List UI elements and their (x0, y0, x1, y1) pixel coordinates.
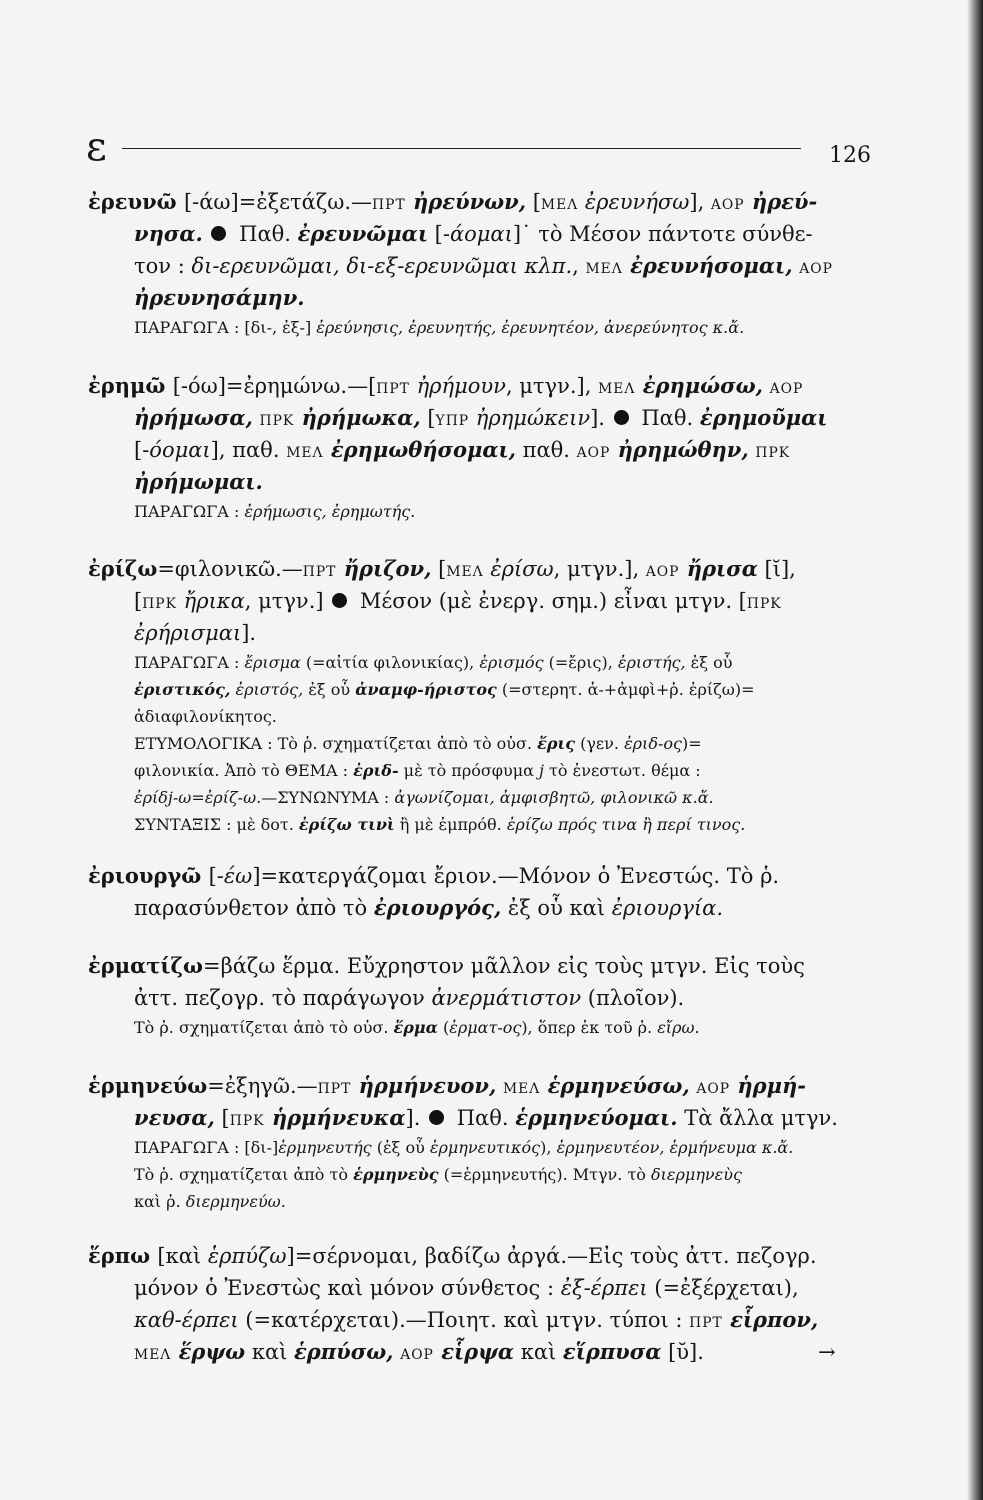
text-line (88, 649, 870, 676)
text-sc: ΜΕΛ (134, 1347, 172, 1363)
bullet-dot-icon (429, 1110, 444, 1125)
text-bi: ἐρημώσω, (635, 373, 763, 398)
text-sc: ΜΕΛ (540, 197, 579, 213)
text-bi: ἠρήμωμαι. (134, 469, 263, 494)
text-line (88, 1272, 870, 1304)
text-line (88, 757, 870, 784)
text-line (88, 553, 870, 585)
text-span: [- (427, 222, 450, 246)
text-sc: ΑΟΡ (400, 1347, 434, 1363)
text-i: ἀγωνίζομαι, ἀμφισβητῶ, φιλονικῶ κ.ἄ. (394, 788, 714, 807)
text-line (88, 860, 870, 892)
text-i: ἐρίσω (483, 557, 554, 581)
text-i: ἑρμηνευτέον, ἑρμήνευμα κ.ἄ. (556, 1138, 794, 1157)
text-span: ]=κατεργάζομαι ἔριον.—Μόνον ὁ Ἐνεστώς. Τὸ ῥ. (252, 864, 780, 888)
text-bi: εἷρψα (433, 1339, 515, 1364)
text-span: [ῐ], (757, 557, 796, 581)
text-span: [ (526, 190, 541, 214)
text-span: =ἐξηγῶ.— (207, 1074, 318, 1098)
text-span: (=στερητ. ἀ-+ἀμφὶ+ῥ. ἐρίζω)= (496, 680, 755, 699)
text-span: ΕΤΥΜΟΛΟΓΙΚΑ : Τὸ ῥ. σχηματίζεται ἀπὸ τὸ οὐσ. (134, 734, 538, 753)
text-line (88, 1336, 870, 1368)
text-bi: ἠρήμωσα, (134, 405, 253, 430)
text-i: ἑρμηνευτικός (429, 1138, 541, 1157)
text-span (203, 222, 210, 246)
text-bi: ἑρμηνεύομαι. (515, 1105, 678, 1130)
text-sc: ΥΠΡ (435, 413, 470, 429)
text-line (88, 1240, 870, 1272)
text-bi: ἕρμα (393, 1018, 438, 1037)
text-line (88, 950, 870, 982)
text-line (88, 585, 870, 617)
text-span: , (572, 254, 586, 278)
text-span: [ῠ]. (661, 1340, 704, 1364)
text-i: ἐρισμός (479, 653, 544, 672)
text-sc: ΠΡΤ (689, 1315, 723, 1331)
text-sc: ΠΡΤ (302, 564, 337, 580)
text-i: ἐρήμωσις, ἐρημωτής. (244, 502, 416, 521)
bullet-dot-icon (211, 226, 226, 241)
text-span: ἀττ. πεζογρ. τὸ παράγωγον (134, 986, 432, 1010)
text-line (88, 676, 870, 703)
text-span: παθ. (515, 438, 577, 462)
text-sc: ΑΟΡ (769, 381, 804, 397)
text-span: ἐξ οὗ (303, 680, 356, 699)
text-bi: ἡρμήνευον, (351, 1073, 497, 1098)
text-i: ἤρικα (176, 589, 245, 613)
text-b: ἑρμηνεύω (88, 1073, 208, 1098)
text-sc: ΠΡΚ (755, 445, 791, 461)
text-line (88, 1304, 870, 1336)
text-line (88, 703, 870, 730)
text-span: Παθ. (232, 222, 298, 246)
text-bi: ἠρευνησάμην. (134, 285, 305, 310)
text-bi: ἐριουργός, (373, 895, 502, 920)
text-i: ἑρπύζω (207, 1244, 287, 1268)
text-span: ], (689, 190, 711, 214)
text-span: (=ἐξέρχεται), (647, 1276, 799, 1300)
text-span: [καὶ (157, 1244, 208, 1268)
text-sc: ΜΕΛ (446, 564, 484, 580)
text-sc: ΠΡΚ (746, 596, 782, 612)
text-span: ΠΑΡΑΓΩΓΑ : (134, 653, 245, 672)
text-span: ]. (590, 406, 612, 430)
text-i: ἑρμηνευτής (278, 1138, 372, 1157)
text-line (88, 1070, 870, 1102)
text-i: ἀνερμάτιστον (431, 986, 582, 1010)
text-bi: ἑρμηνεύσω, (540, 1073, 690, 1098)
text-line (88, 250, 870, 282)
text-span: , μτγν.], (553, 557, 646, 581)
text-span: (γεν. (574, 734, 625, 753)
bullet-dot-icon (332, 593, 347, 608)
text-span: ΠΑΡΑΓΩΓΑ : [δι-, ἐξ-] (134, 318, 317, 337)
text-bi: ἠρεύνων, (405, 189, 527, 214)
text-line (88, 466, 870, 498)
text-line (88, 730, 870, 757)
text-span: (=κατέρχεται).—Ποιητ. καὶ μτγν. τύποι : (238, 1308, 690, 1332)
text-i: όομαι (149, 438, 211, 462)
text-bi: νευσα, (134, 1105, 215, 1130)
text-span: (πλοῖον). (581, 986, 685, 1010)
text-span: (=ἔρις), (543, 653, 618, 672)
text-bi: ἑρμηνεὺς (353, 1165, 439, 1184)
text-span: φιλονικία. Ἀπὸ τὸ ΘΕΜΑ : (134, 761, 354, 780)
text-i: ἐρήρισμαι (134, 621, 242, 645)
text-span: [ (420, 406, 436, 430)
text-i: ἐριδ-ος (624, 734, 682, 753)
entry-ermatizo (88, 950, 870, 1041)
text-b: ἐρημῶ (88, 373, 173, 398)
text-bi: ἐρημοῦμαι (699, 405, 828, 430)
page-header (86, 125, 871, 175)
text-span (763, 374, 770, 398)
bullet-dot-icon (614, 410, 629, 425)
text-b: ἐριουργῶ (88, 863, 209, 888)
text-span: Τὸ ῥ. σχηματίζεται ἀπὸ τὸ οὐσ. (134, 1018, 394, 1037)
text-line (88, 218, 870, 250)
text-span: , μτγν.] (244, 589, 331, 613)
text-i: ἔρισμα (244, 653, 301, 672)
entry-erimo (88, 370, 870, 525)
text-bi: ἐριστικός, (134, 680, 231, 699)
text-bi: ἠρεύ- (744, 189, 818, 214)
entry-ermineuo (88, 1070, 870, 1215)
text-span: —ΣΥΝΩΝΥΜΑ : (261, 788, 395, 807)
text-i: ἠρημώκειν (469, 406, 591, 430)
text-line (88, 1161, 870, 1188)
text-line (88, 1014, 870, 1041)
text-line (88, 370, 870, 402)
text-bi: ἠρημώθην, (610, 437, 749, 462)
text-i: ἠρήμουν (409, 374, 506, 398)
page-edge-shadow (967, 0, 983, 1500)
text-i: διερμηνεύω. (185, 1192, 286, 1211)
continue-arrow-icon: → (818, 1340, 836, 1364)
text-sc: ΠΡΚ (259, 413, 295, 429)
text-i: δι-ερευνῶμαι, δι-εξ-ερευνῶμαι κλπ. (191, 254, 573, 278)
text-bi: ἡρμή- (730, 1073, 806, 1098)
text-b: ἐρίζω (88, 556, 158, 581)
text-span: τὸ ἐνεστωτ. θέμα : (543, 761, 701, 780)
text-bi: ἤρισα (679, 556, 758, 581)
text-span: ΠΑΡΑΓΩΓΑ : [δι-] (134, 1138, 279, 1157)
text-span: ]=σέρνομαι, βαδίζω ἀργά.—Εἰς τοὺς ἀττ. πεζογρ. (286, 1244, 817, 1268)
text-line (88, 402, 870, 434)
header-rule (122, 148, 801, 149)
text-span: [- (134, 438, 150, 462)
text-sc: ΑΟΡ (799, 261, 833, 277)
text-sc: ΜΕΛ (502, 1081, 541, 1097)
text-span: (=ἑρμηνευτής). Μτγν. τὸ (438, 1165, 652, 1184)
text-i: έω (223, 864, 253, 888)
text-line (88, 282, 870, 314)
text-i: καθ-έρπει (134, 1308, 239, 1332)
text-span: ἀδιαφιλονίκητος. (134, 707, 277, 726)
text-sc: ΑΟΡ (710, 197, 745, 213)
text-span: Μέσον (μὲ ἐνεργ. σημ.) εἶναι μτγν. [ (353, 589, 747, 613)
text-span: [ (134, 589, 143, 613)
text-i: ἐριστός, (235, 680, 304, 699)
text-b: ἕρπω (88, 1243, 158, 1268)
text-span: , μτγν.], (505, 374, 599, 398)
text-sc: ΠΡΤ (372, 197, 406, 213)
text-line (88, 1188, 870, 1215)
text-sc: ΑΟΡ (696, 1081, 731, 1097)
text-span (496, 1074, 503, 1098)
text-span: [-άω]=ἐξετάζω.— (183, 190, 373, 214)
text-line (88, 1102, 870, 1134)
text-i: ἐρίδj-ω=ἐρίζ-ω. (134, 788, 262, 807)
entry-erizo (88, 553, 870, 838)
text-span: τον : (134, 254, 192, 278)
text-bi: ἠρήμωκα, (294, 405, 421, 430)
text-bi: ἐρημωθήσομαι, (323, 437, 516, 462)
text-span: ( (437, 1018, 450, 1037)
text-sc: ΑΟΡ (576, 445, 611, 461)
text-line (88, 617, 870, 649)
text-sc: ΠΡΤ (317, 1081, 352, 1097)
text-span: καὶ (245, 1340, 295, 1364)
text-i: διερμηνεὺς (651, 1165, 742, 1184)
text-sc: ΠΡΚ (142, 596, 177, 612)
section-letter: ε (86, 124, 107, 170)
entry-eriourgo (88, 860, 870, 924)
text-span: ]˙ τὸ Μέσον πάντοτε σύνθε- (512, 222, 813, 246)
text-span: καὶ (514, 1340, 563, 1364)
text-span: ΣΥΝΤΑΞΙΣ : μὲ δοτ. (134, 815, 299, 834)
text-span: ), ὅπερ ἐκ τοῦ ῥ. (521, 1018, 658, 1037)
entry-erpo (88, 1240, 870, 1368)
text-span: παρασύνθετον ἀπὸ τὸ (134, 896, 374, 920)
text-span: καὶ ῥ. (134, 1192, 186, 1211)
text-i: ἐριουργία. (611, 896, 723, 920)
text-sc: ΜΕΛ (598, 381, 636, 397)
text-line (88, 784, 870, 811)
text-span: μὲ τὸ πρόσφυμα (398, 761, 539, 780)
text-span: ), (540, 1138, 557, 1157)
text-b: ἐρματίζω (88, 953, 203, 978)
text-bi: ἐρευνῶμαι (297, 221, 428, 246)
text-span (253, 406, 260, 430)
text-span: ἐξ οὗ (685, 653, 733, 672)
text-span: =βάζω ἕρμα. Εὔχρηστον μᾶλλον εἰς τοὺς μτγν. Εἰς τοὺς (203, 954, 805, 978)
text-line (88, 1134, 870, 1161)
text-span: Παθ. (634, 406, 700, 430)
entry-erevno (88, 186, 870, 341)
text-bi: νησα. (134, 221, 203, 246)
text-sc: ΑΟΡ (645, 564, 680, 580)
text-span: ἢ μὲ ἐμπρόθ. (394, 815, 507, 834)
text-bi: ἕρψω (171, 1339, 246, 1364)
text-line (88, 314, 870, 341)
text-span: [ (431, 557, 447, 581)
text-sc: ΜΕΛ (585, 261, 623, 277)
text-bi: εἵρπυσα (562, 1339, 662, 1364)
text-bi: ἤριζον, (336, 556, 432, 581)
text-span: (ἐξ οὗ (371, 1138, 430, 1157)
text-span: =φιλονικῶ.— (157, 557, 303, 581)
text-line (88, 892, 870, 924)
text-bi: ἑρπύσω, (294, 1339, 394, 1364)
text-i: j (539, 761, 544, 780)
text-bi: ἐριδ- (353, 761, 399, 780)
text-line (88, 982, 870, 1014)
text-i: ἐρίζω πρός τινα ἢ περί τινος. (506, 815, 746, 834)
text-bi: ἀναμφ-ήριστος (355, 680, 497, 699)
text-span: μόνον ὁ Ἐνεστὼς καὶ μόνον σύνθετος : (134, 1276, 561, 1300)
text-bi: ἐρίζω τινὶ (298, 815, 395, 834)
text-i: άομαι (449, 222, 513, 246)
text-bi: εἷρπον, (722, 1307, 819, 1332)
text-b: ἐρευνῶ (88, 189, 184, 214)
text-sc: ΜΕΛ (286, 445, 324, 461)
text-span: ΠΑΡΑΓΩΓΑ : (134, 502, 245, 521)
text-span: ]. (405, 1106, 428, 1130)
text-span: [- (208, 864, 224, 888)
text-span: [-όω]=ἐρημώνω.—[ (172, 374, 377, 398)
page-number: 126 (829, 143, 871, 168)
text-sc: ΠΡΤ (376, 381, 410, 397)
text-span: Παθ. (450, 1106, 516, 1130)
text-i: εἴρω. (657, 1018, 700, 1037)
text-span: Τὰ ἄλλα μτγν. (677, 1106, 838, 1130)
text-line (88, 186, 870, 218)
text-i: ἐρεύνησις, ἐρευνητής, ἐρευνητέον, ἀνερεύνητος κ.ἄ. (316, 318, 745, 337)
text-bi: ἐρευνήσομαι, (622, 253, 793, 278)
text-sc: ΠΡΚ (229, 1113, 265, 1129)
text-i: ἐρευνήσω (578, 190, 690, 214)
text-span: ], παθ. (210, 438, 287, 462)
text-bi: ἡρμήνευκα (264, 1105, 406, 1130)
text-line (88, 498, 870, 525)
text-bi: ἔρις (537, 734, 575, 753)
text-span: Τὸ ῥ. σχηματίζεται ἀπὸ τὸ (134, 1165, 354, 1184)
text-span: ]. (241, 621, 257, 645)
text-span: [ (214, 1106, 230, 1130)
text-span: ἐξ οὗ καὶ (501, 896, 612, 920)
text-span: (=αἰτία φιλονικίας), (300, 653, 480, 672)
text-line (88, 434, 870, 466)
text-i: ἑρματ-ος (449, 1018, 522, 1037)
text-line (88, 811, 870, 838)
text-span: )= (681, 734, 702, 753)
text-i: ἐξ-έρπει (560, 1276, 648, 1300)
text-i: ἐριστής, (617, 653, 686, 672)
